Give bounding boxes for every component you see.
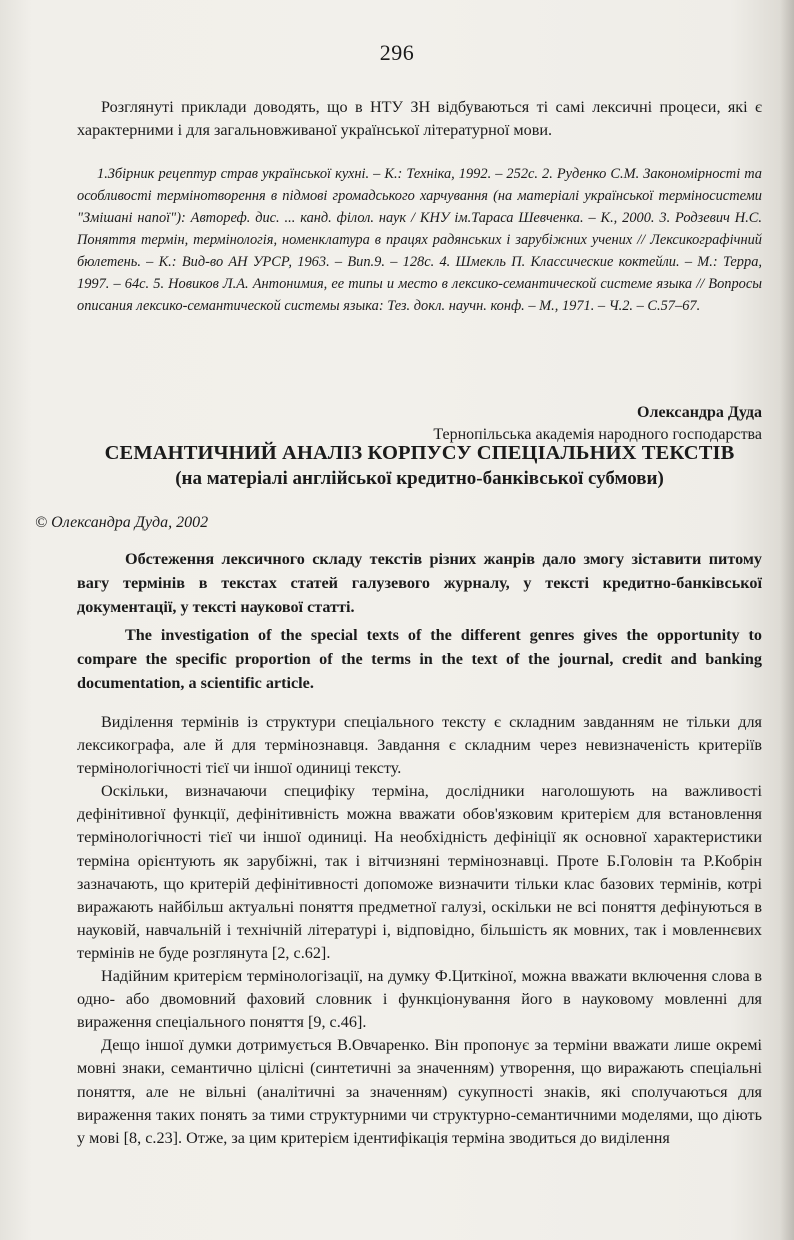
author-affiliation: Тернопільська академія народного господарства — [433, 426, 762, 443]
copyright-notice: © Олександра Дуда, 2002 — [35, 514, 209, 531]
article-title: СЕМАНТИЧНИЙ АНАЛІЗ КОРПУСУ СПЕЦІАЛЬНИХ ТЕКСТІВ — [104, 442, 735, 464]
intro-block — [77, 96, 762, 141]
references-block — [77, 163, 762, 317]
main-text — [77, 711, 762, 1150]
abstract-block — [77, 547, 762, 695]
body-paragraph: Виділення термінів із структури спеціального тексту є складним завданням не тільки для лексикографа, але й для термінознавця. Завдання є складним через невизначеність критеріїв термінологічності тієї чи іншої одиниці тексту. — [77, 713, 762, 778]
article-subtitle: (на матеріалі англійської кредитно-банківської субмови) — [175, 468, 664, 489]
copyright-block — [35, 512, 735, 534]
abstract-english: The investigation of the special texts of the different genres gives the opportunity to compare the specific proportion of the terms in the text of the journal, credit and banking documentation, a scientific article. — [77, 626, 762, 692]
page-spine-shadow — [780, 0, 794, 1240]
references-list: 1.Збірник рецептур страв української кухні. – К.: Техніка, 1992. – 252с. 2. Руденко С.М. Закономірності та особливості термінотворення в підмові громадського харчування (на матеріалі української терміносистеми "Змішані напої"): Автореф. дис. ... канд. філол. наук / КНУ ім.Тараса Шевченка. – К., 2000. 3. Родзевич Н.С. Поняття термін, термінологія, номенклатура в працях радянських і зарубіжних учених // Лексикографічний бюлетень. – К.: Вид-во АН УРСР, 1963. – Вип.9. – 128с. 4. Шмекль П. Классические коктейли. – М.: Терра, 1997. – 64с. 5. Новиков Л.А. Антонимия, ее типы и место в лексико-семантической системе языка // Вопросы описания лексико-семантической системы языка: Тез. докл. научн. конф. – М., 1971. – Ч.2. – С.57–67. — [77, 166, 762, 314]
body-paragraph: Дещо іншої думки дотримується В.Овчаренко. Він пропонує за терміни вважати лише окремі мовні знаки, семантично цілісні (синтетичні за значенням) утворення, що виражають спеціальні поняття, але не вільні (аналітичні за значенням) сукупності знаків, які сполучаються для вираження таких понять за тими структурними чи структурно-семантичними моделями, що діють у мові [8, с.23]. Отже, за цим критерієм ідентифікація терміна зводиться до виділення — [77, 1036, 762, 1147]
title-block — [77, 440, 762, 492]
intro-paragraph: Розглянуті приклади доводять, що в НТУ ЗН відбуваються ті самі лексичні процеси, які є характерними і для загальновживаної української літературної мови. — [77, 98, 762, 139]
body-paragraph: Оскільки, визначаючи специфіку терміна, дослідники наголошують на важливості дефінітивної функції, дефінітивність можна вважати обов'язковим критерієм для встановлення термінологічності тієї чи іншої одиниці. На необхідність дефініції як основної характеристики терміна орієнтують як зарубіжні, так і вітчизняні термінознавці. Проте Б.Головін та Р.Кобрін зазначають, що критерій дефінітивності допоможе визначити тільки клас базових термінів, котрі виражають найбільш актуальні поняття предметної галузі, оскільки не всі поняття дефінуються в науковій, навчальній і технічній літературі і, відповідно, більшість як мовних, так і мовленнєвих термінів не буде розглянута [2, с.62]. — [77, 782, 762, 962]
body-paragraph: Надійним критерієм термінологізації, на думку Ф.Циткіної, можна вважати включення слова в одно- або двомовний фаховий словник і функціонування його в науковому мовленні для вираження спеціального поняття [9, с.46]. — [77, 967, 762, 1032]
author-name: Олександра Дуда — [637, 404, 762, 421]
page-number: 296 — [379, 40, 415, 65]
abstract-ukrainian: Обстеження лексичного складу текстів різних жанрів дало змогу зіставити питому вагу термінів в текстах статей галузевого журналу, у тексті кредитно-банківської документації, у тексті наукової статті. — [77, 550, 762, 616]
